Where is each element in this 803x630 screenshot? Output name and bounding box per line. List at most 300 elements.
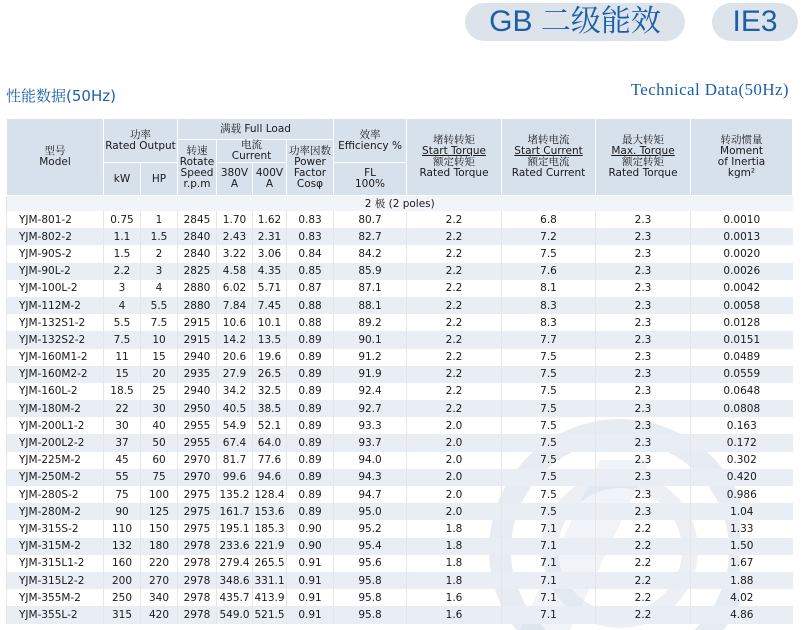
value-cell: 128.4 xyxy=(253,486,287,503)
value-cell: 0.90 xyxy=(287,538,334,555)
technical-data-table xyxy=(6,118,793,624)
table-row xyxy=(7,417,793,434)
header-kw: kW xyxy=(104,163,141,196)
value-cell: 90.1 xyxy=(334,331,407,348)
value-cell: 2975 xyxy=(178,503,217,520)
value-cell: 2978 xyxy=(178,572,217,589)
value-cell: 82.7 xyxy=(334,228,407,245)
value-cell: 20 xyxy=(141,366,178,383)
value-cell: 7.5 xyxy=(502,400,596,417)
value-cell: 2.2 xyxy=(596,538,691,555)
header-speed: 转速 Rotate Speed r.p.m xyxy=(178,140,217,196)
value-cell: 25 xyxy=(141,383,178,400)
value-cell: 2.3 xyxy=(596,228,691,245)
model-cell: YJM-90S-2 xyxy=(7,245,104,262)
value-cell: 1.5 xyxy=(104,245,141,262)
value-cell: 0.89 xyxy=(287,331,334,348)
table-row xyxy=(7,452,793,469)
value-cell: 40.5 xyxy=(217,400,253,417)
value-cell: 340 xyxy=(141,589,178,606)
value-cell: 2955 xyxy=(178,417,217,434)
value-cell: 2.3 xyxy=(596,400,691,417)
value-cell: 180 xyxy=(141,538,178,555)
value-cell: 2840 xyxy=(178,228,217,245)
value-cell: 250 xyxy=(104,589,141,606)
value-cell: 95.8 xyxy=(334,572,407,589)
value-cell: 1.8 xyxy=(407,538,502,555)
value-cell: 315 xyxy=(104,606,141,623)
model-cell: YJM-355M-2 xyxy=(7,589,104,606)
value-cell: 11 xyxy=(104,349,141,366)
value-cell: 22 xyxy=(104,400,141,417)
table-row xyxy=(7,331,793,348)
value-cell: 2.0 xyxy=(407,452,502,469)
value-cell: 150 xyxy=(141,520,178,537)
value-cell: 2.3 xyxy=(596,434,691,451)
model-cell: YJM-132S2-2 xyxy=(7,331,104,348)
value-cell: 34.2 xyxy=(217,383,253,400)
value-cell: 0.89 xyxy=(287,400,334,417)
value-cell: 110 xyxy=(104,520,141,537)
value-cell: 132 xyxy=(104,538,141,555)
value-cell: 5.5 xyxy=(104,314,141,331)
header-max-torque: 最大转矩 Max. Torque 额定转矩 Rated Torque xyxy=(596,119,691,196)
value-cell: 0.0058 xyxy=(691,297,793,314)
value-cell: 6.02 xyxy=(217,280,253,297)
table-row xyxy=(7,503,793,520)
value-cell: 7.1 xyxy=(502,520,596,537)
value-cell: 95.0 xyxy=(334,503,407,520)
value-cell: 87.1 xyxy=(334,280,407,297)
value-cell: 2.3 xyxy=(596,280,691,297)
value-cell: 2.2 xyxy=(407,297,502,314)
gb-efficiency-badge: GB 二级能效 xyxy=(465,3,685,41)
header-eff-fl: FL 100% xyxy=(334,163,407,196)
value-cell: 8.3 xyxy=(502,297,596,314)
value-cell: 221.9 xyxy=(253,538,287,555)
value-cell: 7.5 xyxy=(502,383,596,400)
section-title-en: Technical Data(50Hz) xyxy=(630,80,789,99)
value-cell: 2.2 xyxy=(407,211,502,228)
value-cell: 2950 xyxy=(178,400,217,417)
model-cell: YJM-90L-2 xyxy=(7,263,104,280)
value-cell: 2.0 xyxy=(407,486,502,503)
table-row xyxy=(7,366,793,383)
value-cell: 0.0559 xyxy=(691,366,793,383)
value-cell: 0.89 xyxy=(287,503,334,520)
value-cell: 7.1 xyxy=(502,555,596,572)
model-cell: YJM-160L-2 xyxy=(7,383,104,400)
value-cell: 2.2 xyxy=(407,228,502,245)
value-cell: 27.9 xyxy=(217,366,253,383)
value-cell: 0.89 xyxy=(287,434,334,451)
value-cell: 2880 xyxy=(178,280,217,297)
value-cell: 7.5 xyxy=(502,366,596,383)
value-cell: 195.1 xyxy=(217,520,253,537)
value-cell: 1.6 xyxy=(407,589,502,606)
value-cell: 3.22 xyxy=(217,245,253,262)
value-cell: 50 xyxy=(141,434,178,451)
value-cell: 0.83 xyxy=(287,228,334,245)
model-cell: YJM-355L-2 xyxy=(7,606,104,623)
value-cell: 0.0026 xyxy=(691,263,793,280)
value-cell: 4.02 xyxy=(691,589,793,606)
value-cell: 549.0 xyxy=(217,606,253,623)
value-cell: 265.5 xyxy=(253,555,287,572)
header-380v: 380V A xyxy=(217,163,253,196)
value-cell: 220 xyxy=(141,555,178,572)
value-cell: 0.88 xyxy=(287,297,334,314)
value-cell: 2.3 xyxy=(596,452,691,469)
value-cell: 10 xyxy=(141,331,178,348)
table-row xyxy=(7,228,793,245)
value-cell: 2.3 xyxy=(596,417,691,434)
value-cell: 84.2 xyxy=(334,245,407,262)
table-row xyxy=(7,245,793,262)
value-cell: 435.7 xyxy=(217,589,253,606)
value-cell: 0.91 xyxy=(287,555,334,572)
value-cell: 4.35 xyxy=(253,263,287,280)
value-cell: 0.420 xyxy=(691,469,793,486)
value-cell: 0.89 xyxy=(287,469,334,486)
model-cell: YJM-802-2 xyxy=(7,228,104,245)
model-cell: YJM-315S-2 xyxy=(7,520,104,537)
value-cell: 94.3 xyxy=(334,469,407,486)
model-cell: YJM-200L2-2 xyxy=(7,434,104,451)
value-cell: 160 xyxy=(104,555,141,572)
value-cell: 2.2 xyxy=(104,263,141,280)
value-cell: 81.7 xyxy=(217,452,253,469)
value-cell: 2975 xyxy=(178,520,217,537)
value-cell: 75 xyxy=(104,486,141,503)
value-cell: 161.7 xyxy=(217,503,253,520)
model-cell: YJM-315L2-2 xyxy=(7,572,104,589)
value-cell: 1.50 xyxy=(691,538,793,555)
table-row xyxy=(7,280,793,297)
value-cell: 100 xyxy=(141,486,178,503)
value-cell: 0.88 xyxy=(287,314,334,331)
value-cell: 0.89 xyxy=(287,417,334,434)
value-cell: 30 xyxy=(141,400,178,417)
value-cell: 2975 xyxy=(178,486,217,503)
value-cell: 7.5 xyxy=(141,314,178,331)
value-cell: 0.89 xyxy=(287,366,334,383)
value-cell: 0.90 xyxy=(287,520,334,537)
value-cell: 0.91 xyxy=(287,589,334,606)
value-cell: 88.1 xyxy=(334,297,407,314)
value-cell: 1.8 xyxy=(407,555,502,572)
value-cell: 1.88 xyxy=(691,572,793,589)
value-cell: 2.3 xyxy=(596,349,691,366)
value-cell: 2.2 xyxy=(407,245,502,262)
value-cell: 10.6 xyxy=(217,314,253,331)
model-cell: YJM-280M-2 xyxy=(7,503,104,520)
value-cell: 0.84 xyxy=(287,245,334,262)
value-cell: 0.91 xyxy=(287,606,334,623)
value-cell: 99.6 xyxy=(217,469,253,486)
value-cell: 8.3 xyxy=(502,314,596,331)
value-cell: 2915 xyxy=(178,331,217,348)
table-row xyxy=(7,555,793,572)
value-cell: 185.3 xyxy=(253,520,287,537)
value-cell: 2.2 xyxy=(596,520,691,537)
value-cell: 94.0 xyxy=(334,452,407,469)
value-cell: 7.5 xyxy=(502,417,596,434)
header-400v: 400V A xyxy=(253,163,287,196)
value-cell: 32.5 xyxy=(253,383,287,400)
value-cell: 7.6 xyxy=(502,263,596,280)
value-cell: 2935 xyxy=(178,366,217,383)
value-cell: 0.172 xyxy=(691,434,793,451)
value-cell: 7.1 xyxy=(502,572,596,589)
value-cell: 2825 xyxy=(178,263,217,280)
value-cell: 2.2 xyxy=(407,331,502,348)
value-cell: 2.3 xyxy=(596,245,691,262)
value-cell: 2.2 xyxy=(407,280,502,297)
value-cell: 75 xyxy=(141,469,178,486)
value-cell: 7.5 xyxy=(104,331,141,348)
table-row xyxy=(7,520,793,537)
value-cell: 7.5 xyxy=(502,469,596,486)
value-cell: 5.5 xyxy=(141,297,178,314)
value-cell: 2.2 xyxy=(596,589,691,606)
value-cell: 60 xyxy=(141,452,178,469)
value-cell: 2.2 xyxy=(407,349,502,366)
value-cell: 0.75 xyxy=(104,211,141,228)
value-cell: 10.1 xyxy=(253,314,287,331)
value-cell: 7.5 xyxy=(502,434,596,451)
value-cell: 40 xyxy=(141,417,178,434)
table-row xyxy=(7,434,793,451)
value-cell: 90 xyxy=(104,503,141,520)
value-cell: 2.2 xyxy=(407,366,502,383)
model-cell: YJM-160M1-2 xyxy=(7,349,104,366)
value-cell: 45 xyxy=(104,452,141,469)
value-cell: 0.0648 xyxy=(691,383,793,400)
value-cell: 30 xyxy=(104,417,141,434)
value-cell: 3.06 xyxy=(253,245,287,262)
value-cell: 0.91 xyxy=(287,572,334,589)
header-efficiency: 效率 Efficiency % xyxy=(334,119,407,163)
header-model: 型号 Model xyxy=(7,119,104,196)
value-cell: 2978 xyxy=(178,555,217,572)
value-cell: 94.6 xyxy=(253,469,287,486)
value-cell: 67.4 xyxy=(217,434,253,451)
value-cell: 7.2 xyxy=(502,228,596,245)
value-cell: 3 xyxy=(104,280,141,297)
value-cell: 2.0 xyxy=(407,503,502,520)
value-cell: 95.8 xyxy=(334,589,407,606)
value-cell: 1 xyxy=(141,211,178,228)
model-cell: YJM-112M-2 xyxy=(7,297,104,314)
value-cell: 0.0010 xyxy=(691,211,793,228)
value-cell: 7.1 xyxy=(502,606,596,623)
value-cell: 95.4 xyxy=(334,538,407,555)
value-cell: 1.67 xyxy=(691,555,793,572)
value-cell: 2.43 xyxy=(217,228,253,245)
value-cell: 37 xyxy=(104,434,141,451)
model-cell: YJM-200L1-2 xyxy=(7,417,104,434)
value-cell: 2.3 xyxy=(596,486,691,503)
table-row xyxy=(7,383,793,400)
value-cell: 20.6 xyxy=(217,349,253,366)
value-cell: 93.7 xyxy=(334,434,407,451)
value-cell: 1.1 xyxy=(104,228,141,245)
value-cell: 95.8 xyxy=(334,606,407,623)
value-cell: 2 xyxy=(141,245,178,262)
value-cell: 0.0042 xyxy=(691,280,793,297)
table-row xyxy=(7,400,793,417)
value-cell: 4 xyxy=(141,280,178,297)
value-cell: 2.3 xyxy=(596,503,691,520)
value-cell: 2.0 xyxy=(407,434,502,451)
value-cell: 38.5 xyxy=(253,400,287,417)
value-cell: 2.2 xyxy=(407,263,502,280)
header-moment-inertia: 转动惯量 Moment of Inertia kgm² xyxy=(691,119,793,196)
value-cell: 2840 xyxy=(178,245,217,262)
model-cell: YJM-160M2-2 xyxy=(7,366,104,383)
value-cell: 26.5 xyxy=(253,366,287,383)
value-cell: 279.4 xyxy=(217,555,253,572)
value-cell: 2.2 xyxy=(407,400,502,417)
value-cell: 2915 xyxy=(178,314,217,331)
value-cell: 2880 xyxy=(178,297,217,314)
value-cell: 2940 xyxy=(178,349,217,366)
value-cell: 52.1 xyxy=(253,417,287,434)
table-row xyxy=(7,486,793,503)
value-cell: 2.3 xyxy=(596,297,691,314)
table-row xyxy=(7,349,793,366)
value-cell: 0.89 xyxy=(287,349,334,366)
value-cell: 4.58 xyxy=(217,263,253,280)
value-cell: 14.2 xyxy=(217,331,253,348)
value-cell: 4 xyxy=(104,297,141,314)
value-cell: 2955 xyxy=(178,434,217,451)
table-row xyxy=(7,589,793,606)
value-cell: 1.04 xyxy=(691,503,793,520)
value-cell: 15 xyxy=(104,366,141,383)
value-cell: 1.8 xyxy=(407,520,502,537)
table-row xyxy=(7,263,793,280)
model-cell: YJM-280S-2 xyxy=(7,486,104,503)
value-cell: 348.6 xyxy=(217,572,253,589)
value-cell: 0.85 xyxy=(287,263,334,280)
value-cell: 2.2 xyxy=(596,572,691,589)
value-cell: 5.71 xyxy=(253,280,287,297)
value-cell: 0.0808 xyxy=(691,400,793,417)
value-cell: 135.2 xyxy=(217,486,253,503)
value-cell: 1.33 xyxy=(691,520,793,537)
value-cell: 15 xyxy=(141,349,178,366)
value-cell: 0.83 xyxy=(287,211,334,228)
value-cell: 2.3 xyxy=(596,366,691,383)
header-start-current: 堵转电流 Start Current 额定电流 Rated Current xyxy=(502,119,596,196)
value-cell: 77.6 xyxy=(253,452,287,469)
value-cell: 18.5 xyxy=(104,383,141,400)
value-cell: 413.9 xyxy=(253,589,287,606)
value-cell: 2.3 xyxy=(596,331,691,348)
value-cell: 7.5 xyxy=(502,349,596,366)
header-start-torque: 堵转转矩 Start Torque 额定转矩 Rated Torque xyxy=(407,119,502,196)
value-cell: 7.5 xyxy=(502,503,596,520)
value-cell: 8.1 xyxy=(502,280,596,297)
value-cell: 91.9 xyxy=(334,366,407,383)
value-cell: 80.7 xyxy=(334,211,407,228)
value-cell: 0.0489 xyxy=(691,349,793,366)
value-cell: 54.9 xyxy=(217,417,253,434)
value-cell: 95.2 xyxy=(334,520,407,537)
table-row xyxy=(7,297,793,314)
value-cell: 7.1 xyxy=(502,538,596,555)
value-cell: 93.3 xyxy=(334,417,407,434)
value-cell: 64.0 xyxy=(253,434,287,451)
value-cell: 270 xyxy=(141,572,178,589)
table-row xyxy=(7,538,793,555)
value-cell: 2978 xyxy=(178,606,217,623)
value-cell: 2978 xyxy=(178,589,217,606)
value-cell: 1.62 xyxy=(253,211,287,228)
value-cell: 6.8 xyxy=(502,211,596,228)
value-cell: 200 xyxy=(104,572,141,589)
value-cell: 0.89 xyxy=(287,452,334,469)
value-cell: 2970 xyxy=(178,452,217,469)
value-cell: 2940 xyxy=(178,383,217,400)
model-cell: YJM-315L1-2 xyxy=(7,555,104,572)
value-cell: 0.89 xyxy=(287,383,334,400)
section-title-cn: 性能数据(50Hz) xyxy=(6,87,116,105)
value-cell: 7.7 xyxy=(502,331,596,348)
model-cell: YJM-180M-2 xyxy=(7,400,104,417)
table-row xyxy=(7,469,793,486)
value-cell: 420 xyxy=(141,606,178,623)
value-cell: 2.0 xyxy=(407,417,502,434)
header-current: 电流 Current xyxy=(217,140,287,163)
value-cell: 3 xyxy=(141,263,178,280)
value-cell: 7.1 xyxy=(502,589,596,606)
table-row xyxy=(7,314,793,331)
value-cell: 2978 xyxy=(178,538,217,555)
value-cell: 55 xyxy=(104,469,141,486)
value-cell: 0.0128 xyxy=(691,314,793,331)
value-cell: 2970 xyxy=(178,469,217,486)
table-row xyxy=(7,572,793,589)
value-cell: 2845 xyxy=(178,211,217,228)
header-full-load: 满载 Full Load xyxy=(178,119,334,140)
value-cell: 233.6 xyxy=(217,538,253,555)
header-power-factor: 功率因数 Power Factor Cosφ xyxy=(287,140,334,196)
model-cell: YJM-315M-2 xyxy=(7,538,104,555)
value-cell: 85.9 xyxy=(334,263,407,280)
value-cell: 2.0 xyxy=(407,469,502,486)
value-cell: 2.3 xyxy=(596,469,691,486)
value-cell: 19.6 xyxy=(253,349,287,366)
poles-group-label: 2 极 (2 poles) xyxy=(7,196,793,212)
value-cell: 2.2 xyxy=(596,606,691,623)
value-cell: 1.6 xyxy=(407,606,502,623)
value-cell: 0.302 xyxy=(691,452,793,469)
value-cell: 2.3 xyxy=(596,383,691,400)
model-cell: YJM-132S1-2 xyxy=(7,314,104,331)
value-cell: 7.5 xyxy=(502,245,596,262)
table-row xyxy=(7,211,793,228)
model-cell: YJM-801-2 xyxy=(7,211,104,228)
value-cell: 95.6 xyxy=(334,555,407,572)
value-cell: 7.5 xyxy=(502,452,596,469)
value-cell: 0.87 xyxy=(287,280,334,297)
ie3-badge: IE3 xyxy=(712,3,798,41)
value-cell: 2.2 xyxy=(407,383,502,400)
value-cell: 4.86 xyxy=(691,606,793,623)
